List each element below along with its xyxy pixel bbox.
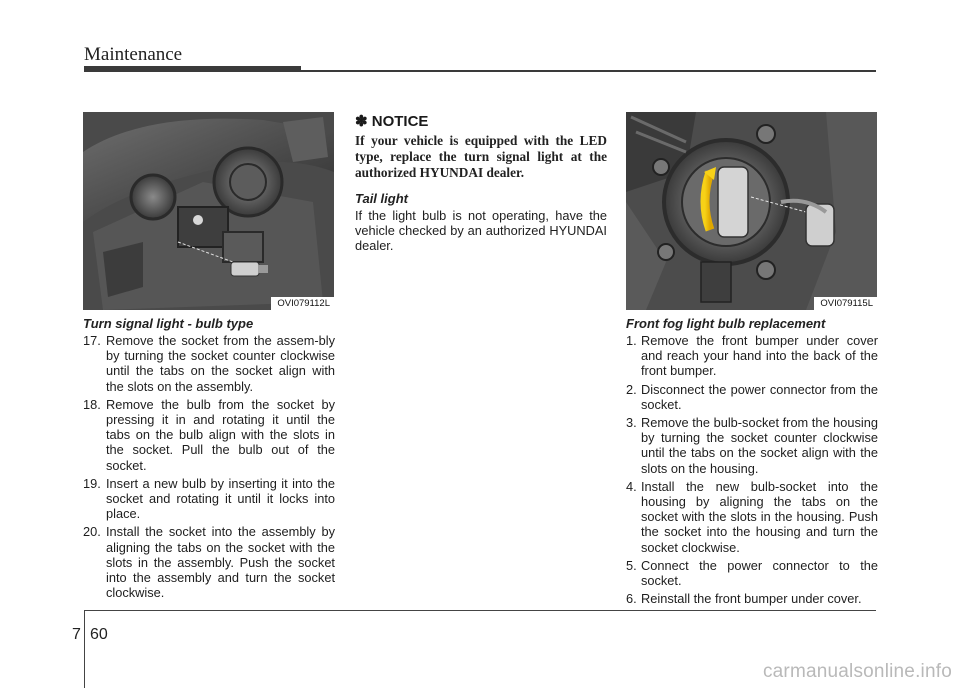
tail-light-subheading: Tail light — [355, 191, 408, 206]
list-item — [626, 558, 878, 588]
headlamp-rear-photo — [83, 112, 334, 310]
fog-light-subheading: Front fog light bulb replacement — [626, 316, 826, 331]
list-item — [626, 479, 878, 555]
step-text: Remove the bulb-socket from the housing by turning the socket counter clockwise until the tabs on the socket align with the slots on the housing. — [641, 415, 878, 476]
section-number: 7 — [72, 626, 81, 643]
step-text: Remove the front bumper under cover and reach your hand into the back of the front bumper. — [641, 333, 878, 379]
step-number: 5. — [626, 557, 637, 573]
fog-light-illustration — [626, 112, 877, 310]
list-item — [626, 333, 878, 379]
right-column — [626, 112, 878, 609]
left-column — [83, 112, 335, 603]
tail-light-paragraph: If the light bulb is not operating, have the vehicle checked by an authorized HYUNDAI dealer. — [355, 208, 607, 254]
footer-rule — [84, 610, 876, 611]
figure-code: OVI079112L — [271, 297, 334, 310]
figure-code: OVI079115L — [814, 297, 877, 310]
step-number: 2. — [626, 381, 637, 397]
step-text: Disconnect the power connector from the socket. — [641, 381, 878, 412]
headlamp-illustration — [83, 112, 334, 310]
list-item — [626, 591, 878, 606]
step-text: Remove the bulb from the socket by pressing it in and rotating it until the tabs on the bulb align with the slots in the socket. Pull the bulb out of the socket. — [106, 396, 335, 473]
turn-signal-subheading: Turn signal light - bulb type — [83, 316, 254, 331]
step-text: Reinstall the front bumper under cover. — [641, 591, 862, 607]
fog-light-steps — [626, 333, 878, 606]
list-item — [83, 524, 335, 600]
list-item — [626, 382, 878, 412]
step-text: Connect the power connector to the socket. — [641, 557, 878, 589]
step-number: 19. — [83, 475, 101, 491]
step-number: 18. — [83, 396, 101, 412]
footer-divider — [84, 610, 85, 688]
step-number: 17. — [83, 333, 101, 348]
header-rule-thick — [84, 66, 301, 72]
notice-title: ✽ NOTICE — [355, 113, 429, 130]
step-number: 20. — [83, 524, 101, 540]
header-title: Maintenance — [84, 44, 183, 65]
list-item — [83, 476, 335, 522]
header-rule-thin — [301, 70, 876, 72]
page-number: 60 — [90, 626, 108, 643]
fog-light-photo — [626, 112, 877, 310]
middle-column — [355, 112, 607, 254]
list-item — [83, 397, 335, 473]
notice-body: If your vehicle is equipped with the LED type, replace the turn signal light at the authorized HYUNDAI dealer. — [355, 133, 607, 180]
step-text: Install the socket into the assembly by aligning the tabs on the socket with the slots in the assembly. Push the socket into the assembly and turn the socket clockwise. — [106, 524, 335, 601]
step-text: Install the new bulb-socket into the housing by aligning the tabs on the socket with the slots in the housing. Push the socket into the housing and turn the socket clockwise. — [641, 478, 878, 555]
step-text: Insert a new bulb by inserting it into the socket and rotating it until it locks into place. — [106, 475, 335, 522]
step-text: Remove the socket from the assem-bly by turning the socket counter clockwise until the tabs on the socket align with the slots on the assembly. — [106, 333, 335, 394]
step-number: 3. — [626, 415, 637, 431]
watermark: carmanualsonline.info — [762, 661, 952, 682]
step-number: 4. — [626, 478, 637, 494]
turn-signal-steps — [83, 333, 335, 600]
list-item — [626, 415, 878, 476]
list-item — [83, 333, 335, 394]
step-number: 1. — [626, 333, 637, 348]
step-number: 6. — [626, 591, 637, 607]
